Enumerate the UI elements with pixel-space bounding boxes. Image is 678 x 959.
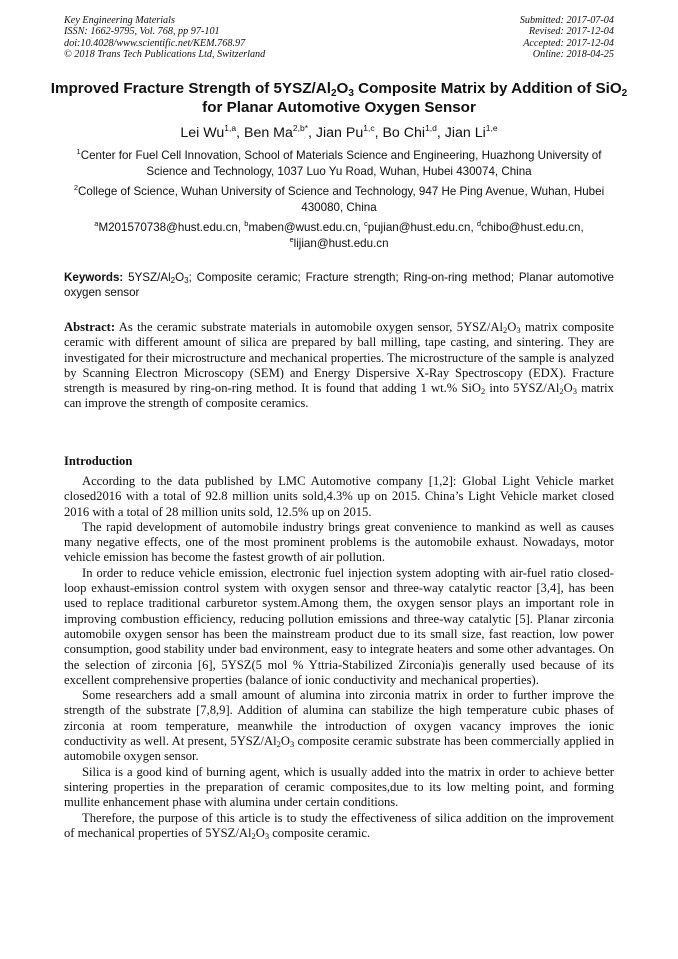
email-link[interactable]: maben@wust.edu.cn (248, 221, 358, 234)
paragraph: According to the data published by LMC Automotive company [1,2]: Global Light Vehicle market closed2016 with a total of 92.8 million units sold,4.3% up on 2015. China’s Light Vehicle market closed 2016 with a total of 28 million units sold, 12.5% up on 2015. (64, 474, 614, 519)
keywords-label: Keywords: (64, 271, 124, 284)
author-emails: $^a$M201570738@hust.edu.cn, $^b$maben@wust.edu.cn, $^c$pujian@hust.edu.cn, $^d$chibo@hust.edu.cn, $^e$lijian@hust.edu.cn (94, 219, 584, 250)
paper-title: Improved Fracture Strength of $5YSZ/Al_2O_3$ Composite Matrix by Addition of SiO$_2$ for Planar Automotive Oxygen Sensor (50, 80, 628, 116)
paragraph: In order to reduce vehicle emission, electronic fuel injection system adopting with air-fuel ratio closed-loop exhaust-emission control system with oxygen sensor and three-way catalytic reactor [3,4], has been used to replace traditional carburetor system.Among them, the oxygen sensor plays an important role in improving combustion efficiency, reducing pollution emissions and three-way catalytic [5]. Planar zirconia automobile oxygen sensor has been the mainstream product due to its small size, fast reaction, low power consumption, good stability under bad environment, easy to integrate heaters and some other advantages. On the selection of zirconia [6], 5YSZ(5 mol % Yttria-Stabilized Zirconia)is generally used because of its excellent comprehensive properties (balance of ionic conductivity and mechanical properties). (64, 565, 614, 687)
author-name: Bo Chi (382, 125, 426, 141)
author-list: Lei Wu$^{1,a}$, Ben $Ma^{2,b*}$, Jian Pu$^{1,c}$, Bo Chi$^{1,d}$, Jian Li$^{1,e}$ (180, 123, 498, 141)
paragraph: Silica is a good kind of burning agent, which is usually added into the matrix in order to achieve better sintering properties in the preparation of ceramic composites,due to its low melting point, and forming mullite enhancement phase with alumina under certain conditions. (64, 764, 614, 810)
abstract-label: Abstract: (64, 320, 116, 334)
paragraph: Therefore, the purpose of this article is to study the effectiveness of silica addition on the improvement of mechanical properties of $5YSZ/Al_2O_3$ composite ceramic. (64, 810, 614, 841)
journal-doi: doi:10.4028/www.scientific.net/KEM.768.97 (64, 37, 246, 49)
email-link[interactable]: pujian@hust.edu.cn (367, 221, 471, 234)
author-name: Ben Ma (243, 125, 293, 141)
submission-dates (414, 15, 614, 61)
affiliation-2: $^2$College of Science, Wuhan University of Science and Technology, 947 He Ping Avenue, Wuhan, Hubei 430080, China (73, 183, 605, 214)
introduction-body (64, 474, 614, 841)
author-name: Jian Li (444, 125, 486, 141)
affiliation-1: $^1$Center for Fuel Cell Innovation, School of Materials Science and Engineering, Huazhong University of Science and Technology, 1037 Luo Yu Road, Wuhan, Hubei 430074, China (76, 147, 602, 178)
journal-issn: ISSN: 1662-9795, Vol. 768, pp 97-101 (64, 26, 220, 38)
paragraph: Some researchers add a small amount of alumina into zirconia matrix in order to further improve the strength of the substrate [7,8,9]. Addition of alumina can stabilize the high temperature cubic phases of zirconia at room temperature, meanwhile the introduction of oxygen vacancy improves the ionic conductivity as well. At present, $5YSZ/Al_2O_3$ composite ceramic substrate has been commercially applied in automobile oxygen sensor. (64, 688, 614, 764)
journal-copyright: © 2018 Trans Tech Publications Ltd, Switzerland (64, 49, 266, 61)
journal-name: Key Engineering Materials (64, 15, 175, 26)
date-submitted: Submitted: 2017-07-04 (519, 15, 614, 26)
email-link[interactable]: M201570738@hust.edu.cn (98, 221, 238, 234)
email-link[interactable]: lijian@hust.edu.cn (293, 236, 389, 250)
date-revised: Revised: 2017-12-04 (528, 26, 614, 38)
date-accepted: Accepted: 2017-12-04 (523, 37, 614, 49)
keywords: Keywords: $5YSZ/Al_2O_3$; Composite ceramic; Fracture strength; Ring-on-ring method; Planar automotive oxygen sensor (64, 271, 614, 299)
journal-info (64, 15, 364, 61)
paragraph: The rapid development of automobile industry brings great convenience to mankind as well as causes many negative effects, one of the most prominent problems is the automobile exhaust. Nowadays, motor vehicle emission has become the fastest growth of air pollution. (64, 519, 614, 565)
abstract: Abstract: As the ceramic substrate materials in automobile oxygen sensor, $5YSZ/Al_2O_3$ matrix composite ceramic with different amount of silica are prepared by ball milling, tape casting, and sintering. They are investigated for their microstructure and mechanical properties. The microstructure of the sample is analyzed by Scanning Electron Microscopy (SEM) and Energy Dispersive X-Ray Spectroscopy (EDX). Fracture strength is measured by ring-on-ring method. It is found that adding 1 wt.% SiO$_2$ into $5YSZ/Al_2O_3$ matrix can improve the strength of composite ceramics. (64, 320, 614, 411)
email-link[interactable]: chibo@hust.edu.cn (481, 221, 581, 234)
author-name: Jian Pu (315, 125, 364, 141)
section-heading-introduction: Introduction (64, 454, 133, 468)
date-online: Online: 2018-04-25 (532, 49, 614, 61)
author-name: Lei Wu (180, 125, 225, 141)
